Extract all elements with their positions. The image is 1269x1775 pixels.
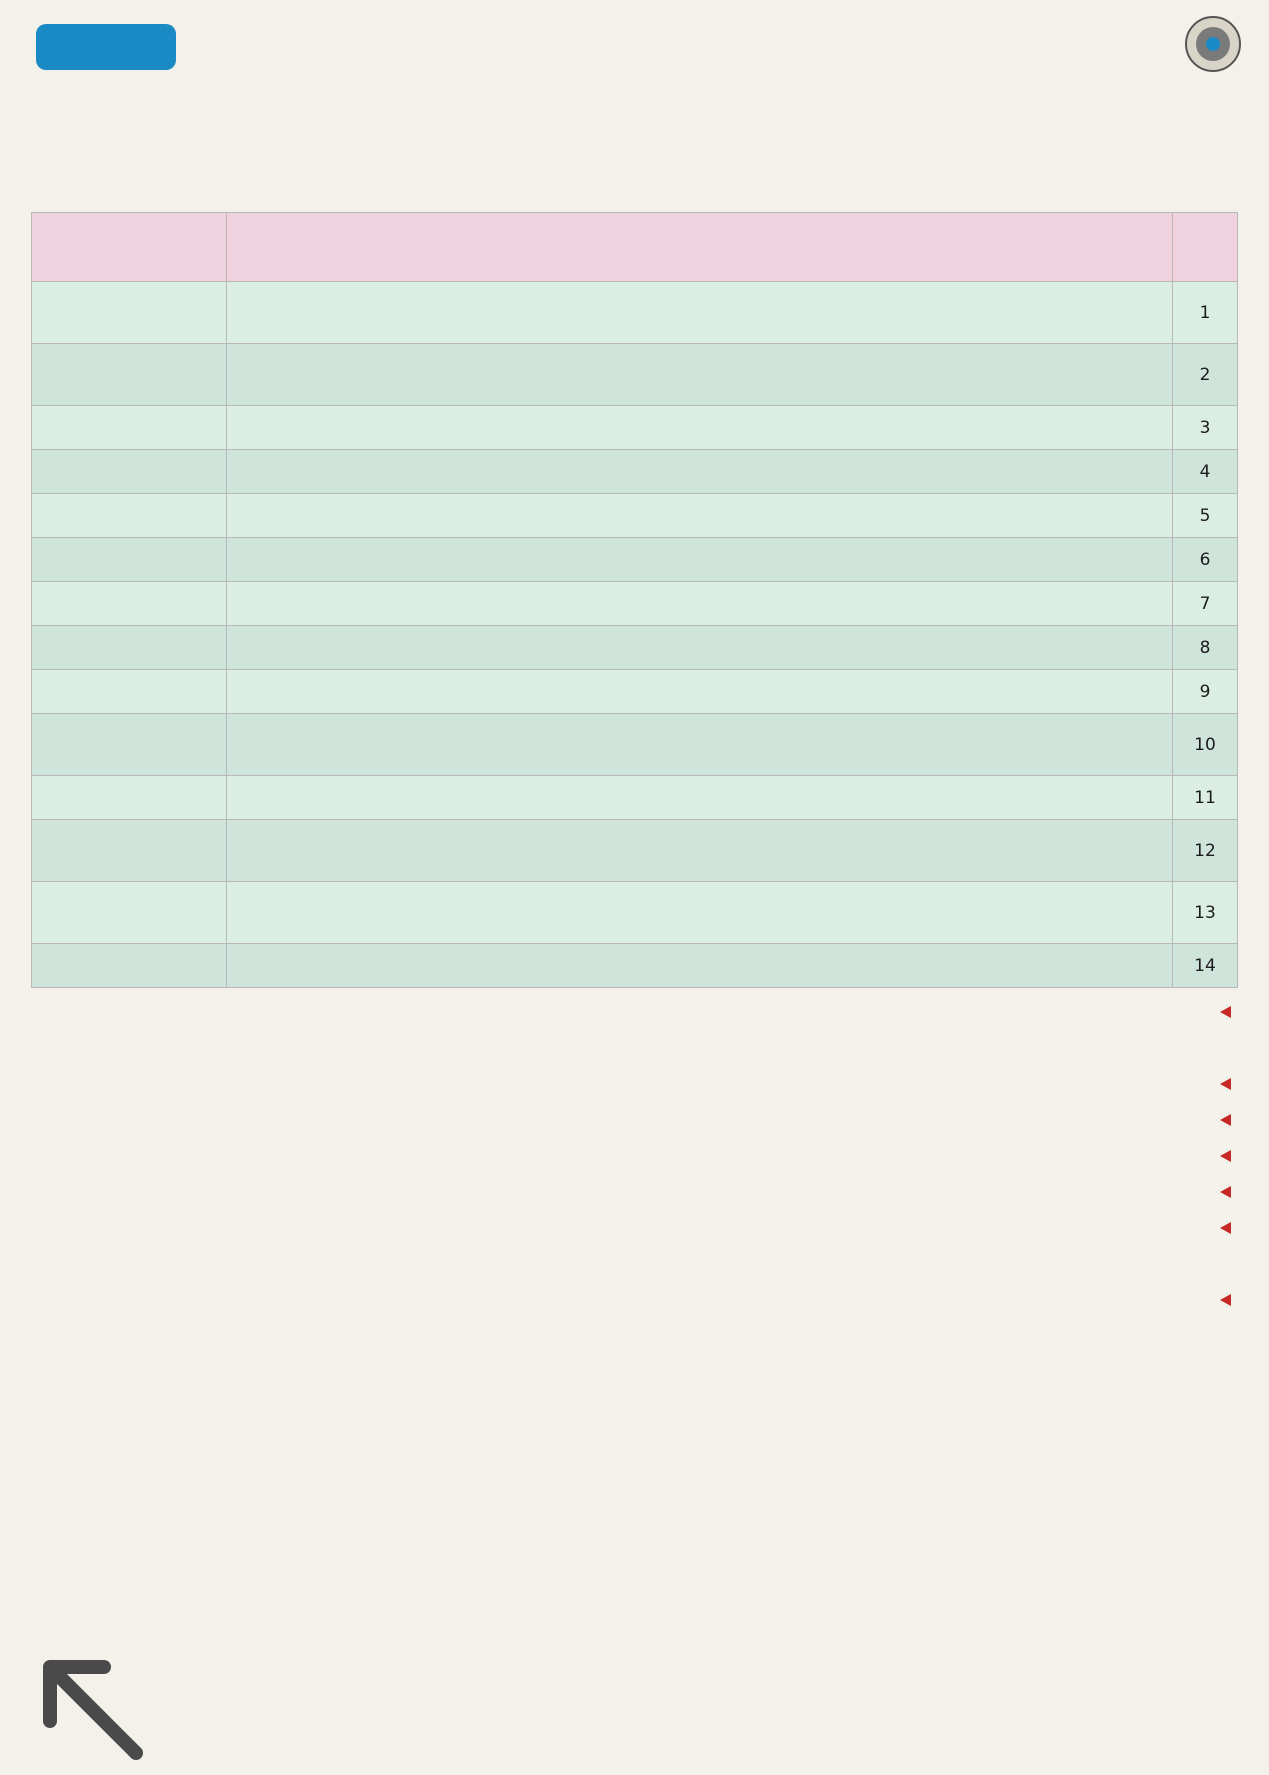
row-spec (227, 406, 1173, 450)
row-index: 4 (1173, 450, 1238, 494)
table-row (32, 582, 1238, 626)
row-price (32, 776, 227, 820)
row-index: 1 (1173, 282, 1238, 344)
table-header-row (32, 213, 1238, 282)
row-spec (227, 882, 1173, 944)
list-item (36, 1102, 1233, 1138)
row-price (32, 344, 227, 406)
header-spec (227, 213, 1173, 282)
list-item (36, 994, 1233, 1066)
row-spec (227, 670, 1173, 714)
header-price (32, 213, 227, 282)
triangle-bullet-icon (1220, 1222, 1231, 1234)
table-row (32, 670, 1238, 714)
row-price (32, 626, 227, 670)
table-row (32, 944, 1238, 988)
row-index: 9 (1173, 670, 1238, 714)
triangle-bullet-icon (1220, 1078, 1231, 1090)
row-index: 12 (1173, 820, 1238, 882)
intro-paragraph (26, 82, 1243, 200)
row-price (32, 494, 227, 538)
row-price (32, 282, 227, 344)
triangle-bullet-icon (1220, 1186, 1231, 1198)
list-item (36, 1282, 1233, 1390)
row-price (32, 714, 227, 776)
row-index: 11 (1173, 776, 1238, 820)
table-row (32, 282, 1238, 344)
list-item (36, 1210, 1233, 1282)
table-row (32, 776, 1238, 820)
row-index: 10 (1173, 714, 1238, 776)
row-price (32, 944, 227, 988)
row-index: 6 (1173, 538, 1238, 582)
table-row (32, 882, 1238, 944)
list-item (36, 1174, 1233, 1210)
row-spec (227, 538, 1173, 582)
row-index: 8 (1173, 626, 1238, 670)
row-index: 2 (1173, 344, 1238, 406)
row-spec (227, 282, 1173, 344)
row-price (32, 882, 227, 944)
table-row (32, 344, 1238, 406)
row-index: 7 (1173, 582, 1238, 626)
municipality-emblem-icon (1183, 14, 1243, 74)
list-item (36, 1066, 1233, 1102)
row-spec (227, 944, 1173, 988)
table-row (32, 406, 1238, 450)
row-spec (227, 626, 1173, 670)
triangle-bullet-icon (1220, 1006, 1231, 1018)
table-row (32, 538, 1238, 582)
row-price (32, 538, 227, 582)
row-price (32, 582, 227, 626)
corner-arrow-icon (26, 1643, 146, 1763)
row-price (32, 820, 227, 882)
row-spec (227, 494, 1173, 538)
row-spec (227, 450, 1173, 494)
row-index: 5 (1173, 494, 1238, 538)
triangle-bullet-icon (1220, 1114, 1231, 1126)
table-row (32, 494, 1238, 538)
table-row (32, 626, 1238, 670)
row-spec (227, 776, 1173, 820)
row-price (32, 450, 227, 494)
auction-table (31, 212, 1238, 988)
table-row (32, 450, 1238, 494)
header-index (1173, 213, 1238, 282)
row-index: 3 (1173, 406, 1238, 450)
triangle-bullet-icon (1220, 1294, 1231, 1306)
table-row (32, 714, 1238, 776)
triangle-bullet-icon (1220, 1150, 1231, 1162)
edition-badge (36, 24, 176, 70)
row-price (32, 406, 227, 450)
table-row (32, 820, 1238, 882)
row-index: 14 (1173, 944, 1238, 988)
row-price (32, 670, 227, 714)
row-spec (227, 344, 1173, 406)
row-spec (227, 582, 1173, 626)
notice-header (26, 14, 1243, 76)
row-spec (227, 820, 1173, 882)
conditions-list (26, 994, 1243, 1390)
list-item (36, 1138, 1233, 1174)
row-index: 13 (1173, 882, 1238, 944)
row-spec (227, 714, 1173, 776)
